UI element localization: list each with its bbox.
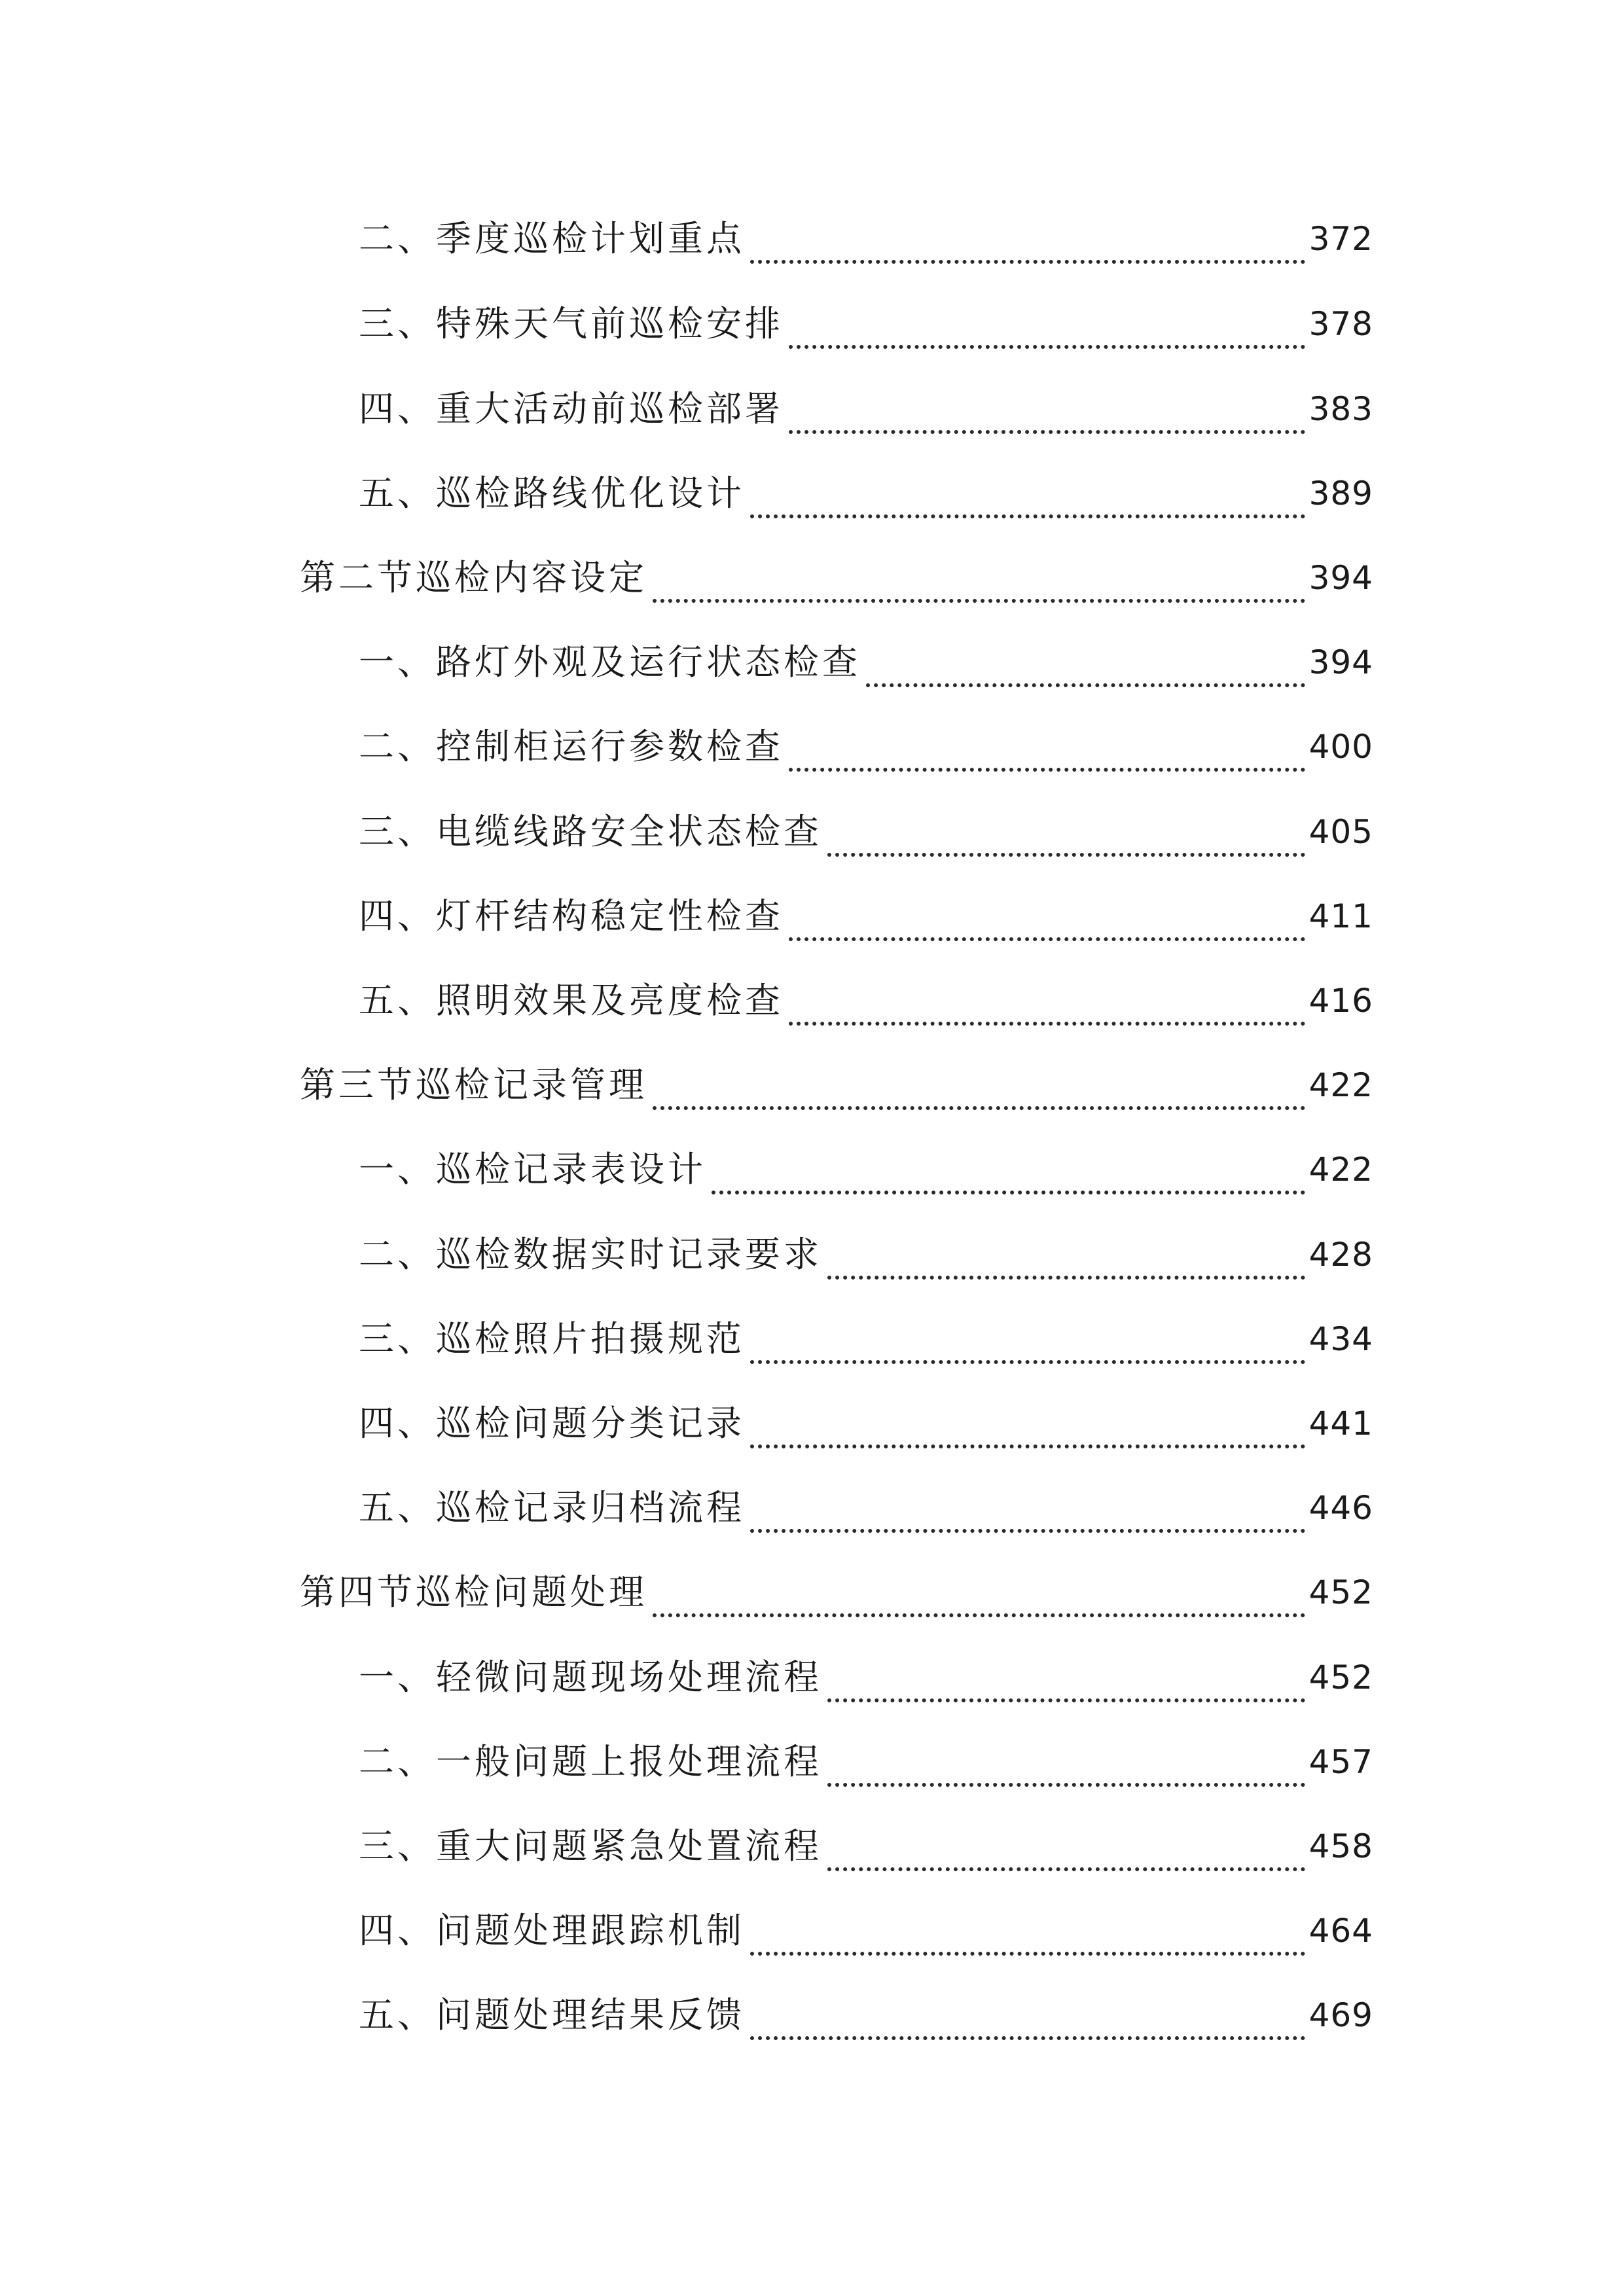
toc-entry-page: 452 (1308, 1659, 1373, 1696)
toc-entry-page: 394 (1308, 559, 1373, 597)
dot-leader (789, 996, 1305, 1026)
dot-leader (827, 1841, 1305, 1871)
dot-leader (866, 657, 1305, 687)
toc-entry[interactable] (359, 1394, 1373, 1453)
toc-entry-title: 二、季度巡检计划重点 (359, 218, 745, 259)
toc-entry-title: 一、路灯外观及运行状态检查 (359, 641, 861, 683)
dot-leader (789, 319, 1305, 349)
dot-leader (750, 1334, 1305, 1364)
toc-entry-page: 469 (1308, 1996, 1373, 2034)
toc-entry-title: 五、照明效果及亮度检查 (359, 980, 784, 1021)
toc-entry-title: 一、巡检记录表设计 (359, 1149, 706, 1190)
toc-entry[interactable] (359, 1310, 1373, 1369)
dot-leader (827, 1249, 1305, 1280)
toc-entry-page: 383 (1308, 390, 1373, 428)
toc-entry-title: 四、灯杆结构稳定性检查 (359, 895, 784, 937)
toc-entry-title: 三、特殊天气前巡检安排 (359, 303, 784, 344)
dot-leader (750, 2010, 1305, 2040)
dot-leader (789, 404, 1305, 434)
toc-entry[interactable] (359, 971, 1373, 1030)
toc-entry-title: 五、巡检路线优化设计 (359, 473, 745, 514)
toc-entry-title: 五、巡检记录归档流程 (359, 1487, 745, 1528)
dot-leader (827, 827, 1305, 857)
toc-entry-page: 372 (1308, 220, 1373, 258)
toc-entry-title: 第四节巡检问题处理 (300, 1571, 647, 1613)
toc-section-entry[interactable] (300, 548, 1373, 607)
toc-entry-page: 394 (1308, 643, 1373, 681)
toc-entry-title: 四、重大活动前巡检部署 (359, 388, 784, 429)
toc-entry-title: 三、重大问题紧急处置流程 (359, 1825, 822, 1867)
toc-entry[interactable] (359, 1648, 1373, 1707)
toc-entry-title: 第二节巡检内容设定 (300, 557, 647, 598)
toc-section-entry[interactable] (300, 1563, 1373, 1622)
dot-leader (827, 1757, 1305, 1787)
toc-entry-page: 428 (1308, 1236, 1373, 1274)
toc-entry[interactable] (359, 1479, 1373, 1537)
toc-entry-title: 四、问题处理跟踪机制 (359, 1910, 745, 1951)
dot-leader (827, 1672, 1305, 1702)
toc-section-entry[interactable] (300, 1056, 1373, 1115)
toc-entry-title: 三、巡检照片拍摄规范 (359, 1318, 745, 1359)
toc-entry-page: 452 (1308, 1573, 1373, 1611)
dot-leader (789, 742, 1305, 772)
toc-entry-title: 四、巡检问题分类记录 (359, 1403, 745, 1444)
toc-entry-page: 441 (1308, 1405, 1373, 1443)
toc-entry[interactable] (359, 1732, 1373, 1791)
toc-entry-title: 第三节巡检记录管理 (300, 1064, 647, 1105)
toc-entry-page: 434 (1308, 1320, 1373, 1358)
toc-entry-page: 457 (1308, 1743, 1373, 1781)
toc-entry-page: 422 (1308, 1151, 1373, 1189)
toc-entry-page: 446 (1308, 1489, 1373, 1527)
toc-entry-title: 一、轻微问题现场处理流程 (359, 1657, 822, 1698)
toc-entry-title: 三、电缆线路安全状态检查 (359, 811, 822, 852)
toc-entry[interactable] (359, 887, 1373, 946)
toc-entry[interactable] (359, 1140, 1373, 1199)
toc-entry[interactable] (359, 802, 1373, 861)
toc-entry[interactable] (359, 209, 1373, 268)
toc-entry-title: 五、问题处理结果反馈 (359, 1994, 745, 2036)
dot-leader (750, 1926, 1305, 1956)
toc-entry-page: 458 (1308, 1827, 1373, 1865)
toc-entry-page: 422 (1308, 1066, 1373, 1104)
dot-leader (750, 1503, 1305, 1533)
dot-leader (750, 1418, 1305, 1448)
toc-entry[interactable] (359, 464, 1373, 523)
toc-entry-title: 二、一般问题上报处理流程 (359, 1741, 822, 1782)
toc-entry[interactable] (359, 1225, 1373, 1284)
dot-leader (653, 1080, 1305, 1110)
toc-entry[interactable] (359, 633, 1373, 692)
dot-leader (750, 234, 1305, 264)
dot-leader (653, 573, 1305, 603)
toc-entry-page: 389 (1308, 475, 1373, 512)
dot-leader (653, 1587, 1305, 1617)
toc-entry-page: 378 (1308, 305, 1373, 343)
toc-entry-page: 411 (1308, 897, 1373, 935)
toc-entry-page: 400 (1308, 728, 1373, 766)
toc-entry-title: 二、巡检数据实时记录要求 (359, 1234, 822, 1275)
toc-entry-page: 416 (1308, 982, 1373, 1020)
toc-entry-page: 405 (1308, 813, 1373, 851)
toc-entry[interactable] (359, 1986, 1373, 2045)
toc-entry[interactable] (359, 1817, 1373, 1876)
toc-entry[interactable] (359, 1901, 1373, 1960)
toc-entry[interactable] (359, 295, 1373, 353)
dot-leader (750, 488, 1305, 518)
toc-entry-page: 464 (1308, 1912, 1373, 1950)
dot-leader (712, 1164, 1305, 1194)
dot-leader (789, 911, 1305, 941)
toc-entry[interactable] (359, 717, 1373, 776)
toc-entry[interactable] (359, 380, 1373, 439)
toc-entry-title: 二、控制柜运行参数检查 (359, 726, 784, 767)
